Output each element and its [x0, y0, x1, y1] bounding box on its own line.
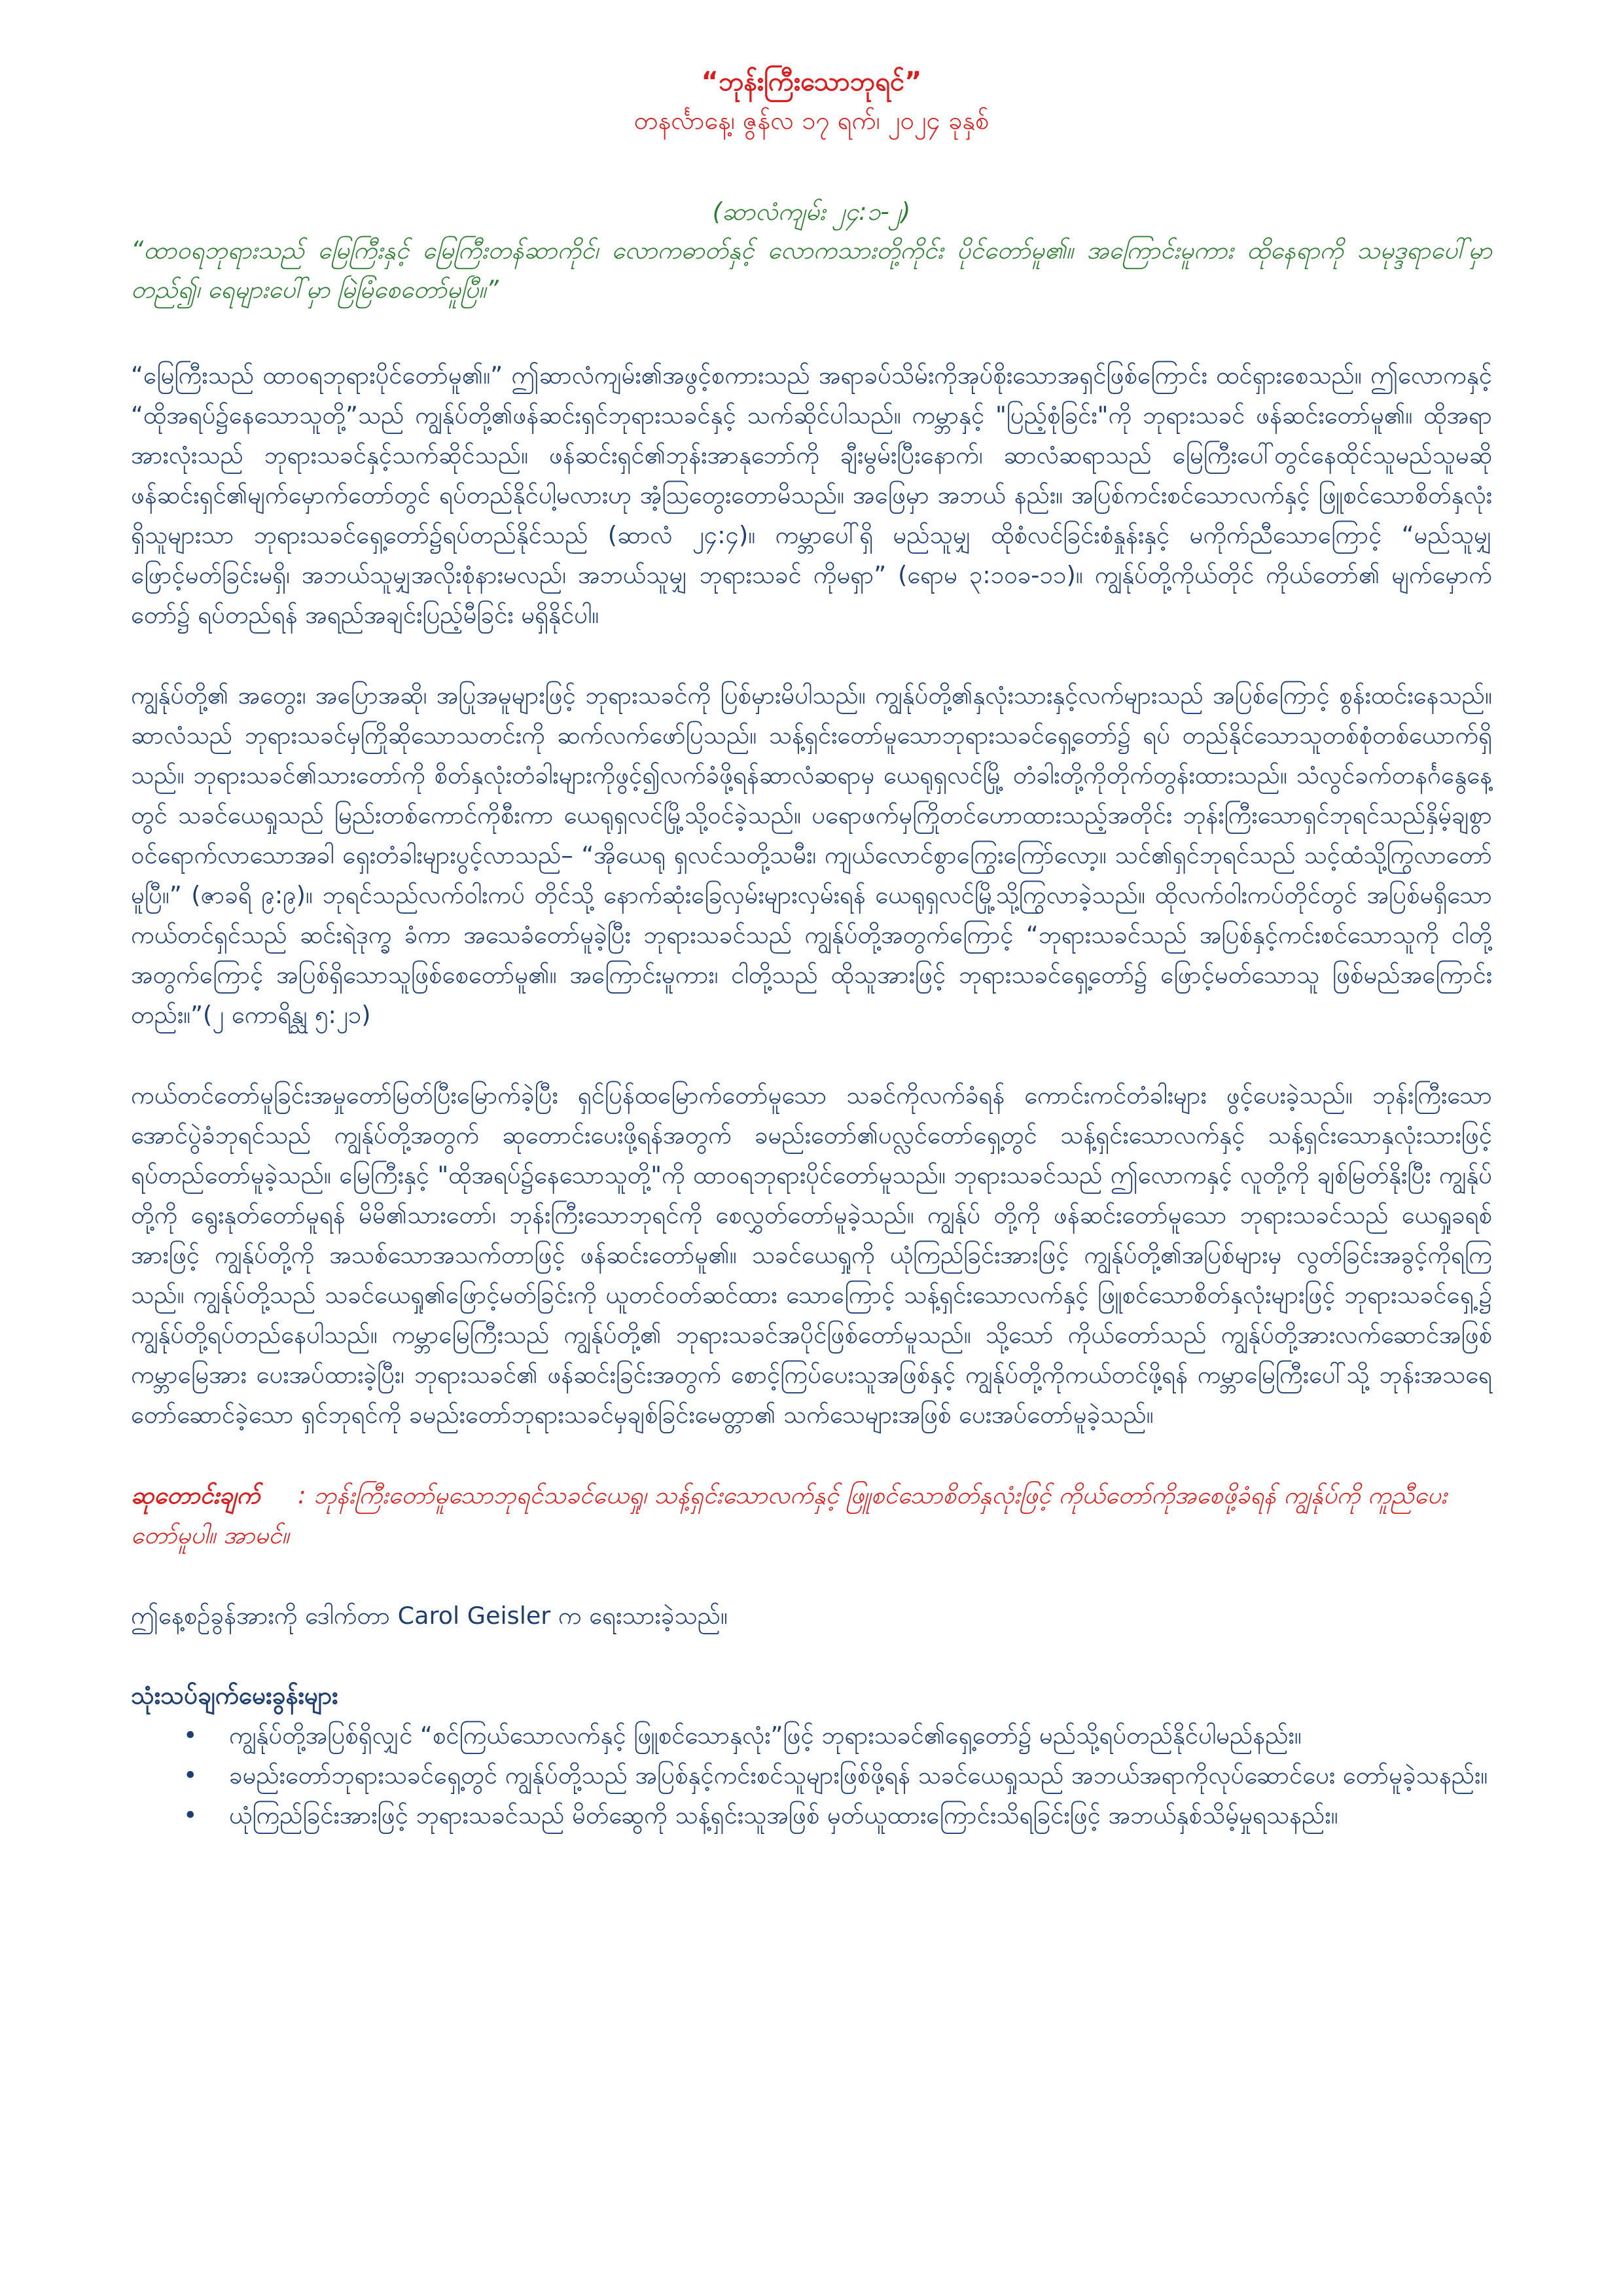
bullet-icon: •	[183, 1721, 198, 1749]
author-note: ဤနေ့စဉ်ခွန်အားကို ဒေါက်တာ Carol Geisler က ရေးသားခဲ့သည်။	[131, 1602, 728, 1630]
question-text: ကျွန်ုပ်တို့အပြစ်ရှိလျှင် “စင်ကြယ်သောလက်နှင့် ဖြူစင်သောနှလုံး”ဖြင့် ဘုရားသခင်၏ရှေ့တော်၌ မည်သို့ရပ်တည်နိုင်ပါမည်နည်း။	[229, 1721, 1302, 1749]
prayer-label: ဆုတောင်းချက်	[131, 1481, 260, 1509]
bullet-icon: •	[183, 1801, 198, 1829]
question-text: ယုံကြည်ခြင်းအားဖြင့် ဘုရားသခင်သည် မိတ်ဆွေကို သန့်ရှင်းသူအဖြစ် မှတ်ယူထားကြောင်းသိရခြင်းဖြင့် အဘယ်နှစ်သိမ့်မှုရသနည်း။	[229, 1801, 1338, 1829]
page-date: တနင်္လာနေ့၊ ဇွန်လ ၁၇ ရက်၊ ၂၀၂၄ ခုနှစ်	[633, 106, 990, 135]
question-item	[183, 1795, 1492, 1835]
page-title: “ဘုန်းကြီးသောဘုရင်”	[701, 67, 922, 97]
body-paragraph-3: ကယ်တင်တော်မူခြင်းအမှုတော်မြတ်ပြီးမြောက်ခဲ့ပြီး ရှင်ပြန်ထမြောက်တော်မူသော သခင်ကိုလက်ခံရန် ကောင်းကင်တံခါးများ ဖွင့်ပေးခဲ့သည်။ ဘုန်းကြီးသော အောင်ပွဲခံဘုရင်သည် ကျွန်ုပ်တို့အတွက် ဆုတောင်းပေးဖို့ရန်အတွက် ခမည်းတော်၏ပလ္လင်တော်ရှေ့တွင် သန့်ရှင်းသောလက်နှင့် သန့်ရှင်းသောနှလုံးသားဖြင့် ရပ်တည်တော်မူခဲ့သည်။ မြေကြီးနှင့် "ထိုအရပ်၌နေသောသူတို့"ကို ထာဝရဘုရားပိုင်တော်မူသည်။ ဘုရားသခင်သည် ဤလောကနှင့် လူတို့ကို ချစ်မြတ်နိုးပြီး ကျွန်ုပ်တို့ကို ရွေးနုတ်တော်မူရန် မိမိ၏သားတော်၊ ဘုန်းကြီးသောဘုရင်ကို စေလွှတ်တော်မူခဲ့သည်။ ကျွန်ုပ် တို့ကို ဖန်ဆင်းတော်မူသော ဘုရားသခင်သည် ယေရှုခရစ်အားဖြင့် ကျွန်ုပ်တို့ကို အသစ်သောအသက်တာဖြင့် ဖန်ဆင်းတော်မူ၏။ သခင်ယေရှုကို ယုံကြည်ခြင်းအားဖြင့် ကျွန်ုပ်တို့၏အပြစ်များမှ လွတ်ခြင်းအခွင့်ကိုရကြသည်။ ကျွန်ုပ်တို့သည် သခင်ယေရှု၏ဖြောင့်မတ်ခြင်းကို ယူတင်ဝတ်ဆင်ထား သောကြောင့် သန့်ရှင်းသောလက်နှင့် ဖြူစင်သောစိတ်နှလုံးများဖြင့် ဘုရားသခင်ရှေ့၌ ကျွန်ုပ်တို့ရပ်တည်နေပါသည်။ ကမ္ဘာမြေကြီးသည် ကျွန်ုပ်တို့၏ ဘုရားသခင်အပိုင်ဖြစ်တော်မူသည်။ သို့သော် ကိုယ်တော်သည် ကျွန်ုပ်တို့အားလက်ဆောင်အဖြစ် ကမ္ဘာမြေအား ပေးအပ်ထားခဲ့ပြီး၊ ဘုရားသခင်၏ ဖန်ဆင်းခြင်းအတွက် စောင့်ကြပ်ပေးသူအဖြစ်နှင့် ကျွန်ုပ်တို့ကိုကယ်တင်ဖို့ရန် ကမ္ဘာမြေကြီးပေါ်သို့ ဘုန်းအသရေတော်ဆောင်ခဲ့သော ရှင်ဘုရင်ကို ခမည်းတော်ဘုရားသခင်မှချစ်ခြင်းမေတ္တာ၏ သက်သေများအဖြစ် ပေးအပ်တော်မူခဲ့သည်။	[131, 1081, 1492, 1429]
body-paragraph-2: ကျွန်ုပ်တို့၏ အတွေး၊ အပြောအဆို၊ အပြုအမူများဖြင့် ဘုရားသခင်ကို ပြစ်မှားမိပါသည်။ ကျွန်ုပ်တို့၏နှလုံးသားနှင့်လက်များသည် အပြစ်ကြောင့် စွန်းထင်းနေသည်။ ဆာလံသည် ဘုရားသခင်မှကြိုဆိုသောသတင်းကို ဆက်လက်ဖော်ပြသည်။ သန့်ရှင်းတော်မူသောဘုရားသခင်ရှေ့တော်၌ ရပ် တည်နိုင်သောသူတစ်စုံတစ်ယောက်ရှိသည်။ ဘုရားသခင်၏သားတော်ကို စိတ်နှလုံးတံခါးများကိုဖွင့်၍လက်ခံဖို့ရန်ဆာလံဆရာမှ ယေရုရှလင်မြို့ တံခါးတို့ကိုတိုက်တွန်းထားသည်။ သံလွင်ခက်တနင်္ဂနွေနေ့တွင် သခင်ယေရှုသည် မြည်းတစ်ကောင်ကိုစီးကာ ယေရုရှလင်မြို့သို့ဝင်ခဲ့သည်။ ပရောဖက်မှကြိုတင်ဟောထားသည့်အတိုင်း ဘုန်းကြီးသောရှင်ဘုရင်သည်နှိမ့်ချစွာဝင်ရောက်လာသောအခါ ရှေးတံခါးများပွင့်လာသည်– “အိုယေရု ရှလင်သတို့သမီး၊ ကျယ်လောင်စွာကြွေးကြော်လော့။ သင်၏ရှင်ဘုရင်သည် သင့်ထံသို့ကြွလာတော်မူပြီ။” (ဇာခရိ ၉:၉)။ ဘုရင်သည်လက်ဝါးကပ် တိုင်သို့ နောက်ဆုံးခြေလှမ်းများလှမ်းရန် ယေရုရှလင်မြို့သို့ကြွလာခဲ့သည်။ ထိုလက်ဝါးကပ်တိုင်တွင် အပြစ်မရှိသောကယ်တင်ရှင်သည် ဆင်းရဲဒုက္ခ ခံကာ အသေခံတော်မူခဲ့ပြီး ဘုရားသခင်သည် ကျွန်ုပ်တို့အတွက်ကြောင့် “ဘုရားသခင်သည် အပြစ်နှင့်ကင်းစင်သောသူကို ငါတို့အတွက်ကြောင့် အပြစ်ရှိသောသူဖြစ်စေတော်မူ၏။ အကြောင်းမူကား၊ ငါတို့သည် ထိုသူအားဖြင့် ဘုရားသခင်ရှေ့တော်၌ ဖြောင့်မတ်သောသူ ဖြစ်မည်အကြောင်း တည်း။”(၂ ကောရိန္သု ၅:၂၁)	[131, 681, 1492, 1029]
prayer-text: : ဘုန်းကြီးတော်မူသောဘုရင်သခင်ယေရှု၊ သန့်ရှင်းသောလက်နှင့် ဖြူစင်သောစိတ်နှလုံးဖြင့် ကိုယ်တော်ကိုအစေဖို့ခံရန် ကျွန်ုပ်ကို ကူညီပေးတော်မူပါ။ အာမင်။	[131, 1481, 1447, 1549]
scripture-reference: (ဆာလံကျမ်း ၂၄:၁-၂)	[712, 198, 911, 226]
question-text: ခမည်းတော်ဘုရားသခင်ရှေ့တွင် ကျွန်ုပ်တို့သည် အပြစ်နှင့်ကင်းစင်သူများဖြစ်ဖို့ရန် သခင်ယေရှုသည် အဘယ်အရာကိုလုပ်ဆောင်ပေး တော်မူခဲ့သနည်း။	[229, 1761, 1488, 1789]
body-paragraph-1: “မြေကြီးသည် ထာဝရဘုရားပိုင်တော်မူ၏။” ဤဆာလံကျမ်း၏အဖွင့်စကားသည် အရာခပ်သိမ်းကိုအုပ်စိုးသောအရှင်ဖြစ်ကြောင်း ထင်ရှားစေသည်။ ဤလောကနှင့် “ထိုအရပ်၌နေသောသူတို့”သည် ကျွန်ုပ်တို့၏ဖန်ဆင်းရှင်ဘုရားသခင်နှင့် သက်ဆိုင်ပါသည်။ ကမ္ဘာနှင့် "ပြည့်စုံခြင်း"ကို ဘုရားသခင် ဖန်ဆင်းတော်မူ၏။ ထိုအရာအားလုံးသည် ဘုရားသခင်နှင့်သက်ဆိုင်သည်။ ဖန်ဆင်းရှင်၏ဘုန်းအာနုဘော်ကို ချီးမွမ်းပြီးနောက်၊ ဆာလံဆရာသည် မြေကြီးပေါ်တွင်နေထိုင်သူမည်သူမဆို ဖန်ဆင်းရှင်၏မျက်မှောက်တော်တွင် ရပ်တည်နိုင်ပါ့မလားဟု အံ့သြတွေးတောမိသည်။ အဖြေမှာ အဘယ် နည်း။ အပြစ်ကင်းစင်သောလက်နှင့် ဖြူစင်သောစိတ်နှလုံးရှိသူများသာ ဘုရားသခင်ရှေ့တော်၌ရပ်တည်နိုင်သည် (ဆာလံ ၂၄:၄)။ ကမ္ဘာပေါ်ရှိ မည်သူမျှ ထိုစံလင်ခြင်းစံနှုန်းနှင့် မကိုက်ညီသောကြောင့် “မည်သူမျှ ဖြောင့်မတ်ခြင်းမရှိ၊ အဘယ်သူမျှအလိုးစုံနားမလည်၊ အဘယ်သူမျှ ဘုရားသခင် ကိုမရှာ” (ရောမ ၃:၁၀ခ-၁၁)။ ကျွန်ုပ်တို့ကိုယ်တိုင် ကိုယ်တော်၏ မျက်မှောက်တော်၌ ရပ်တည်ရန် အရည်အချင်းပြည့်မီခြင်း မရှိနိုင်ပါ။	[131, 361, 1492, 629]
questions-heading: သုံးသပ်ချက်မေးခွန်းများ	[131, 1681, 338, 1710]
question-item	[183, 1715, 1492, 1755]
questions-list	[131, 1715, 1492, 1835]
prayer-section	[131, 1475, 1492, 1555]
scripture-verse: “ထာဝရဘုရားသည် မြေကြီးနှင့် မြေကြီးတန်ဆာကိုင်၊ လောကဓာတ်နှင့် လောကသားတို့ကိုင်း ပိုင်တော်မူ၏။ အကြောင်းမူကား ထိုနေရာကို သမုဒ္ဒရာပေါ်မှာ တည်၍၊ ရေများပေါ်မှာ မြဲမြံစေတော်မူပြီ။”	[131, 236, 1492, 304]
question-item	[183, 1755, 1492, 1795]
bullet-icon: •	[183, 1761, 198, 1789]
